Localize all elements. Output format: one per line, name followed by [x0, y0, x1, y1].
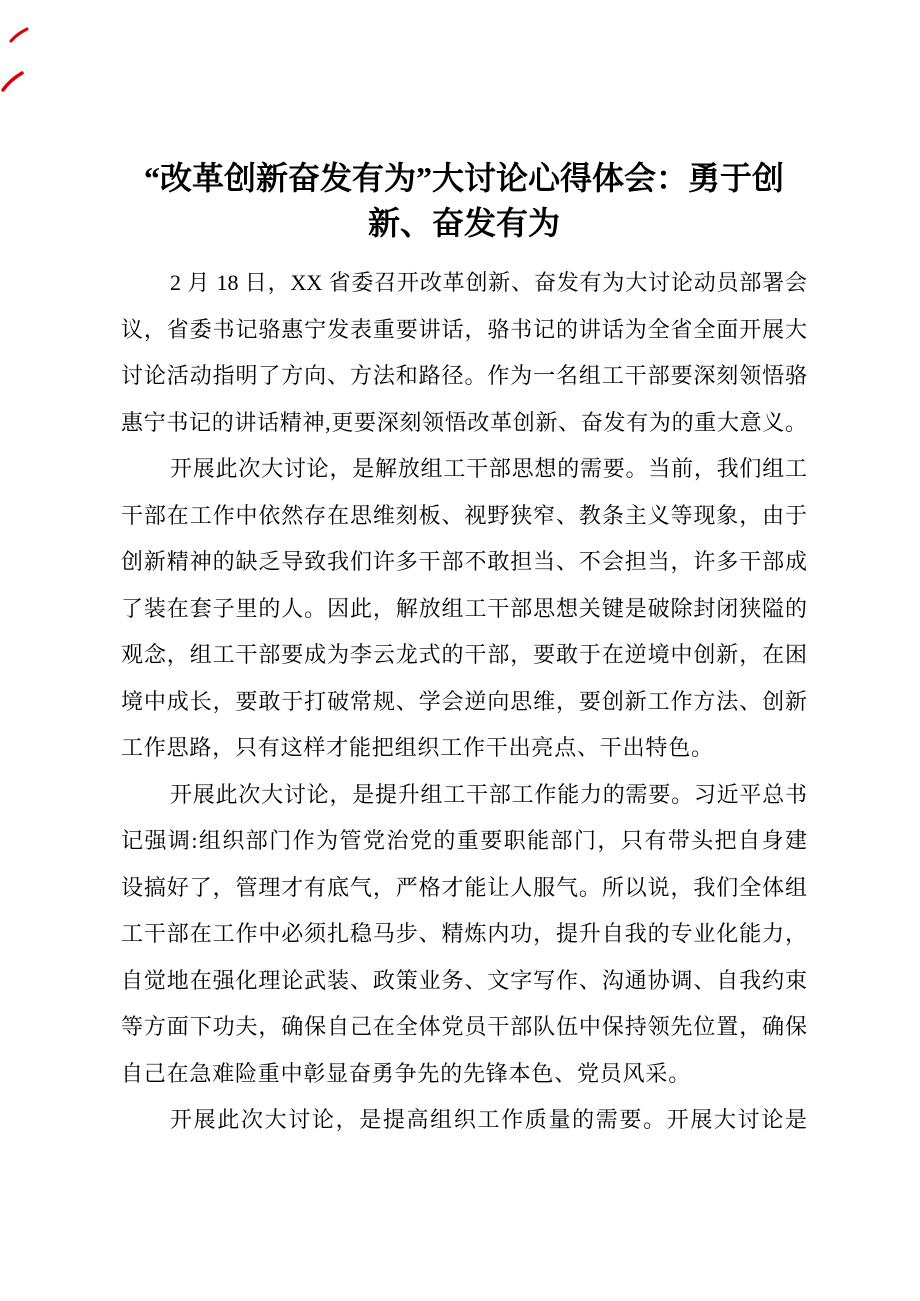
- text-line: 创新精神的缺乏导致我们许多干部不敢担当、不会担当，许多干部成: [121, 549, 807, 574]
- text-line: 2 月 18 日，XX 省委召开改革创新、奋发有为大讨论动员部署会: [170, 270, 807, 295]
- title-line-2: 新、奋发有为: [367, 205, 560, 241]
- text-line: 讨论活动指明了方向、方法和路径。作为一名组工干部要深刻领悟骆: [121, 363, 807, 388]
- text-line: 记强调:组织部门作为管党治党的重要职能部门，只有带头把自身建: [121, 828, 807, 853]
- red-pen-stroke-top: [11, 29, 27, 41]
- text-line: 等方面下功夫，确保自己在全体党员干部队伍中保持领先位置，确保: [121, 1014, 807, 1039]
- text-line: 议，省委书记骆惠宁发表重要讲话，骆书记的讲话为全省全面开展大: [121, 316, 807, 342]
- text-line: 惠宁书记的讲话精神,更要深刻领悟改革创新、奋发有为的重大意义。: [121, 409, 807, 435]
- text-line: 境中成长，要敢于打破常规、学会逆向思维，要创新工作方法、创新: [121, 688, 807, 714]
- document-title: [121, 156, 807, 246]
- red-pen-stroke-bottom: [3, 73, 22, 90]
- paragraph: [121, 446, 807, 772]
- document-content: [121, 156, 807, 1144]
- paragraph: [121, 260, 807, 446]
- text-line: 开展此次大讨论，是解放组工干部思想的需要。当前，我们组工: [170, 456, 807, 481]
- document-body: [121, 260, 807, 1144]
- text-line: 观念，组工干部要成为李云龙式的干部，要敢于在逆境中创新，在困: [121, 642, 807, 667]
- text-line: 了装在套子里的人。因此，解放组工干部思想关键是破除封闭狭隘的: [121, 595, 807, 621]
- text-line: 自己在急难险重中彰显奋勇争先的先锋本色、党员风采。: [121, 1060, 692, 1086]
- text-line: 开展此次大讨论，是提高组织工作质量的需要。开展大讨论是: [170, 1107, 807, 1132]
- red-pen-marks: [0, 0, 40, 100]
- paragraph: [121, 1097, 807, 1144]
- paragraph: [121, 772, 807, 1098]
- text-line: 设搞好了，管理才有底气，严格才能让人服气。所以说，我们全体组: [121, 874, 807, 900]
- title-line-1: “改革创新奋发有为”大讨论心得体会：勇于创: [143, 160, 784, 196]
- text-line: 工作思路，只有这样才能把组织工作干出亮点、干出特色。: [121, 735, 714, 760]
- text-line: 干部在工作中依然存在思维刻板、视野狭窄、教条主义等现象，由于: [121, 502, 807, 528]
- text-line: 工干部在工作中必须扎稳马步、精炼内功，提升自我的专业化能力，: [121, 921, 807, 946]
- text-line: 自觉地在强化理论武装、政策业务、文字写作、沟通协调、自我约束: [121, 967, 807, 993]
- text-line: 开展此次大讨论，是提升组工干部工作能力的需要。习近平总书: [170, 781, 807, 807]
